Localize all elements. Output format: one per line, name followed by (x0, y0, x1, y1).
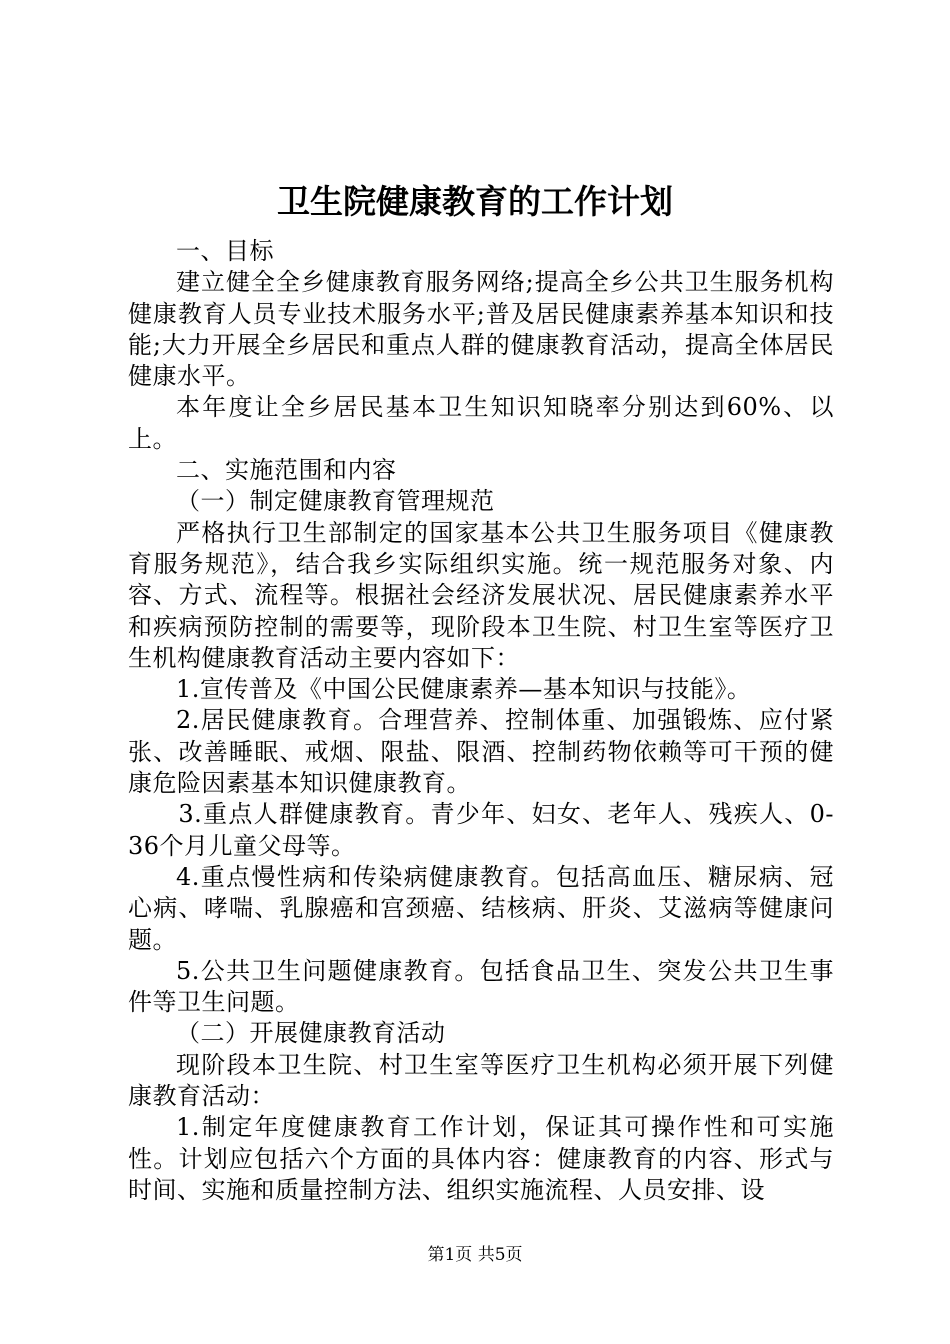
document-body (128, 236, 834, 1206)
list-item-5: 5.公共卫生问题健康教育。包括食品卫生、突发公共卫生事件等卫生问题。 (128, 956, 834, 1017)
paragraph-standards: 严格执行卫生部制定的国家基本公共卫生服务项目《健康教育服务规范》，结合我乡实际组织实施。统一规范服务对象、内容、方式、流程等。根据社会经济发展状况、居民健康素养水平和疾病预防控制的需要等，现阶段本卫生院、村卫生室等医疗卫生机构健康教育活动主要内容如下： (128, 518, 834, 672)
section-heading-goals: 一、目标 (176, 237, 274, 265)
document-title: 卫生院健康教育的工作计划 (277, 182, 673, 221)
list-item-3: 3.重点人群健康教育。青少年、妇女、老年人、残疾人、0-36个月儿童父母等。 (128, 800, 834, 860)
activity-item-1: 1.制定年度健康教育工作计划，保证其可操作性和可实施性。计划应包括六个方面的具体内容：健康教育的内容、形式与时间、实施和质量控制方法、组织实施流程、人员安排、设 (128, 1113, 834, 1204)
list-item-1: 1.宣传普及《中国公民健康素养—基本知识与技能》。 (176, 675, 752, 704)
subsection-heading-standards: （一）制定健康教育管理规范 (176, 487, 495, 516)
section-heading-scope: 二、实施范围和内容 (176, 456, 397, 485)
list-item-2: 2.居民健康教育。合理营养、控制体重、加强锻炼、应付紧张、改善睡眠、戒烟、限盐、限酒、控制药物依赖等可干预的健康危险因素基本知识健康教育。 (128, 706, 834, 798)
paragraph-activities: 现阶段本卫生院、村卫生室等医疗卫生机构必须开展下列健康教育活动： (128, 1050, 834, 1111)
paragraph-target-rate: 本年度让全乡居民基本卫生知识知晓率分别达到60%、以上。 (128, 393, 834, 453)
page-footer: 第1页 共5页 (427, 1245, 523, 1265)
list-item-4: 4.重点慢性病和传染病健康教育。包括高血压、糖尿病、冠心病、哮喘、乳腺癌和宫颈癌、结核病、肝炎、艾滋病等健康问题。 (128, 862, 834, 954)
subsection-heading-activities: （二）开展健康教育活动 (176, 1019, 446, 1048)
paragraph-goals: 建立健全全乡健康教育服务网络;提高全乡公共卫生服务机构健康教育人员专业技术服务水平;普及居民健康素养基本知识和技能;大力开展全乡居民和重点人群的健康教育活动，提高全体居民健康水平。 (128, 268, 834, 391)
